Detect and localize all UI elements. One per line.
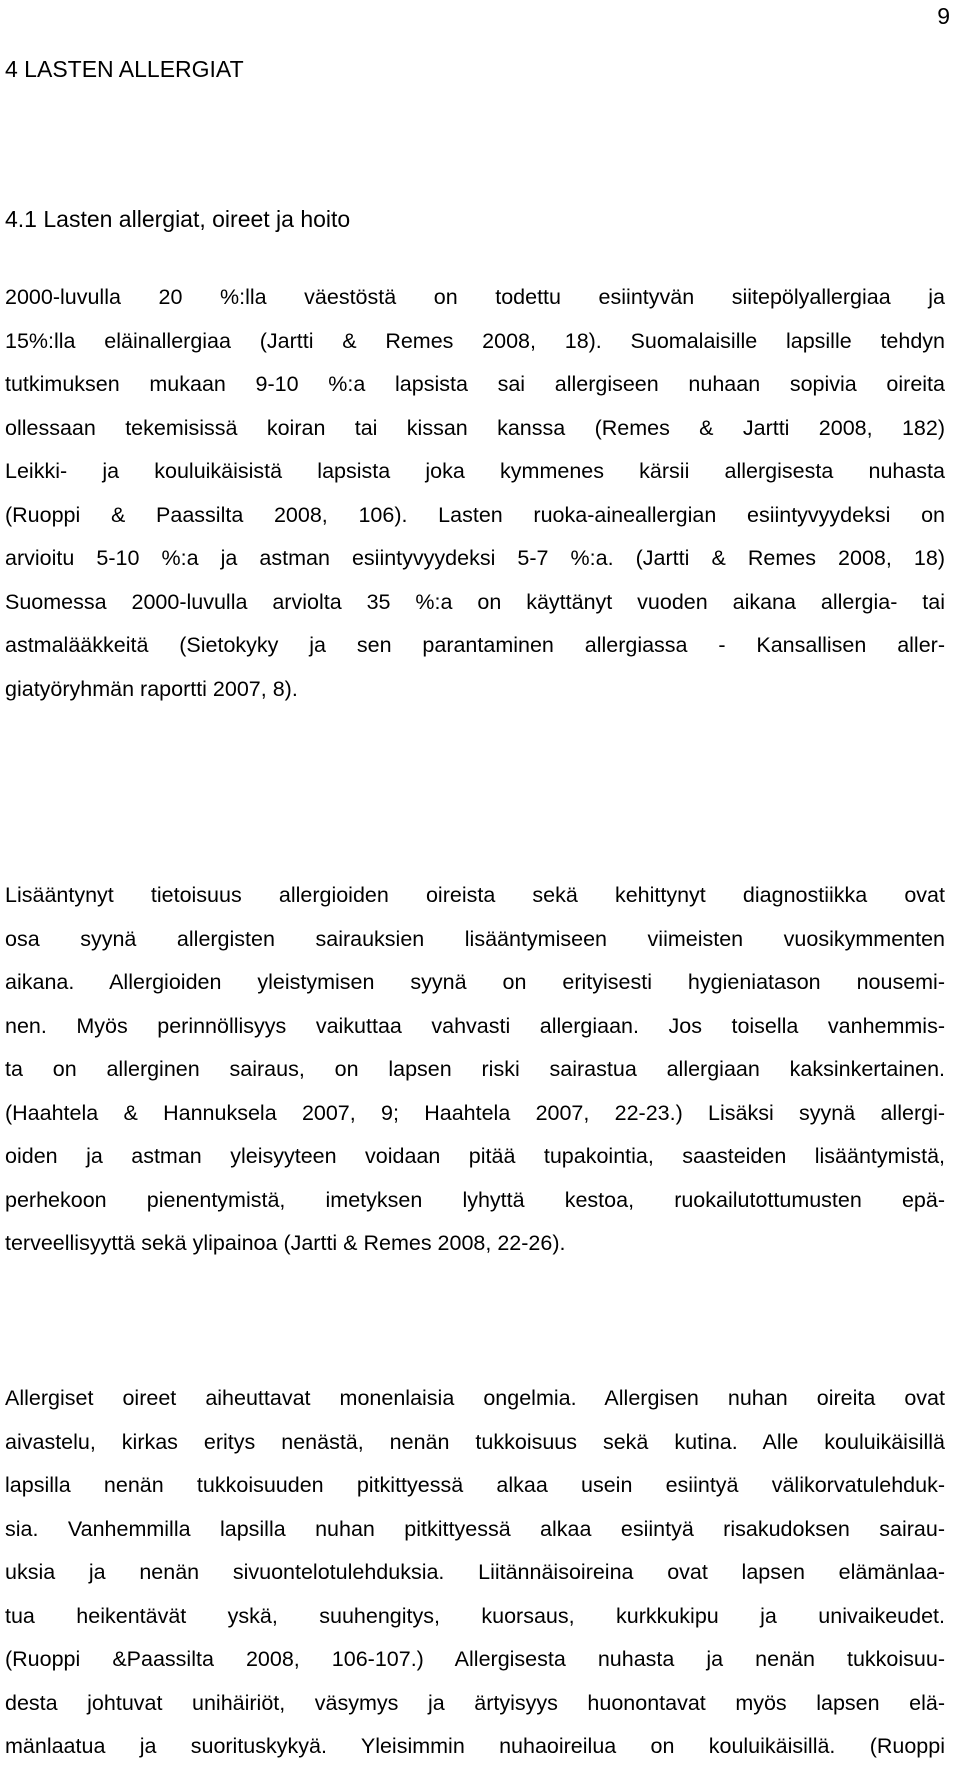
paragraph-symptoms: [5, 1377, 945, 1769]
paragraph-line: perhekoon pienentymistä, imetyksen lyhyttä kestoa, ruokailutottumusten epä-: [5, 1187, 945, 1212]
paragraph-prevalence: [5, 276, 945, 711]
paragraph-line: (Ruoppi & Paassilta 2008, 106). Lasten ruoka-aineallergian esiintyvyydeksi on: [5, 502, 945, 527]
page-number: 9: [937, 3, 950, 29]
paragraph-line: 15%:lla eläinallergiaa (Jartti & Remes 2008, 18). Suomalaisille lapsille tehdyn: [5, 328, 945, 353]
paragraph-line: ta on allerginen sairaus, on lapsen riski sairastua allergiaan kaksinkertainen.: [5, 1057, 945, 1081]
paragraph-line: tua heikentävät yskä, suuhengitys, kuorsaus, kurkkukipu ja univaikeudet.: [5, 1603, 945, 1628]
paragraph-line: mänlaatua ja suorituskykyä. Yleisimmin nuhaoireilua on kouluikäisillä. (Ruoppi: [5, 1734, 945, 1758]
paragraph-line: 2000-luvulla 20 %:lla väestöstä on todettu esiintyvän siitepölyallergiaa ja: [5, 285, 945, 309]
paragraph-line: osa syynä allergisten sairauksien lisääntymiseen viimeisten vuosikymmenten: [5, 926, 945, 951]
paragraph-line: tutkimuksen mukaan 9-10 %:a lapsista sai allergiseen nuhaan sopivia oireita: [5, 372, 945, 396]
paragraph-line: (Ruoppi &Paassilta 2008, 106-107.) Allergisesta nuhasta ja nenän tukkoisuu-: [5, 1647, 945, 1671]
paragraph-line: astmalääkkeitä (Sietokyky ja sen parantaminen allergiassa - Kansallisen aller-: [5, 633, 945, 657]
paragraph-line: terveellisyyttä sekä ylipainoa (Jartti & Remes 2008, 22-26).: [5, 1231, 566, 1255]
paragraph-line: Lisääntynyt tietoisuus allergioiden oireista sekä kehittynyt diagnostiikka ovat: [5, 883, 945, 907]
paragraph-line: Leikki- ja kouluikäisistä lapsista joka kymmenes kärsii allergisesta nuhasta: [5, 459, 945, 483]
paragraph-line: nen. Myös perinnöllisyys vaikuttaa vahvasti allergiaan. Jos toisella vanhemmis-: [5, 1013, 945, 1038]
paragraph-line: aivastelu, kirkas eritys nenästä, nenän tukkoisuus sekä kutina. Alle kouluikäisillä: [5, 1429, 945, 1454]
paragraph-line: uksia ja nenän sivuontelotulehduksia. Liitännäisoireina ovat lapsen elämänlaa-: [5, 1560, 945, 1584]
paragraph-line: sia. Vanhemmilla lapsilla nuhan pitkittyessä alkaa esiintyä risakudoksen sairau-: [5, 1516, 945, 1541]
paragraph-line: arvioitu 5-10 %:a ja astman esiintyvyydeksi 5-7 %:a. (Jartti & Remes 2008, 18): [5, 546, 945, 570]
section-heading: 4.1 Lasten allergiat, oireet ja hoito: [5, 206, 351, 232]
chapter-heading: 4 LASTEN ALLERGIAT: [5, 56, 244, 82]
paragraph-line: giatyöryhmän raportti 2007, 8).: [5, 676, 298, 701]
paragraph-line: lapsilla nenän tukkoisuuden pitkittyessä alkaa usein esiintyä välikorvatulehduk-: [5, 1473, 945, 1497]
paragraph-line: ollessaan tekemisissä koiran tai kissan kanssa (Remes & Jartti 2008, 182): [5, 415, 945, 440]
paragraph-line: (Haahtela & Hannuksela 2007, 9; Haahtela 2007, 22-23.) Lisäksi syynä allergi-: [5, 1100, 945, 1125]
paragraph-line: desta johtuvat unihäiriöt, väsymys ja ärtyisyys huonontavat myös lapsen elä-: [5, 1690, 945, 1715]
paragraph-causes: [5, 874, 945, 1266]
paragraph-line: aikana. Allergioiden yleistymisen syynä on erityisesti hygieniatason nousemi-: [5, 970, 945, 994]
paragraph-line: Suomessa 2000-luvulla arviolta 35 %:a on käyttänyt vuoden aikana allergia- tai: [5, 589, 945, 614]
paragraph-line: Allergiset oireet aiheuttavat monenlaisia ongelmia. Allergisen nuhan oireita ovat: [5, 1386, 945, 1410]
paragraph-line: oiden ja astman yleisyyteen voidaan pitää tupakointia, saasteiden lisääntymistä,: [5, 1144, 945, 1168]
